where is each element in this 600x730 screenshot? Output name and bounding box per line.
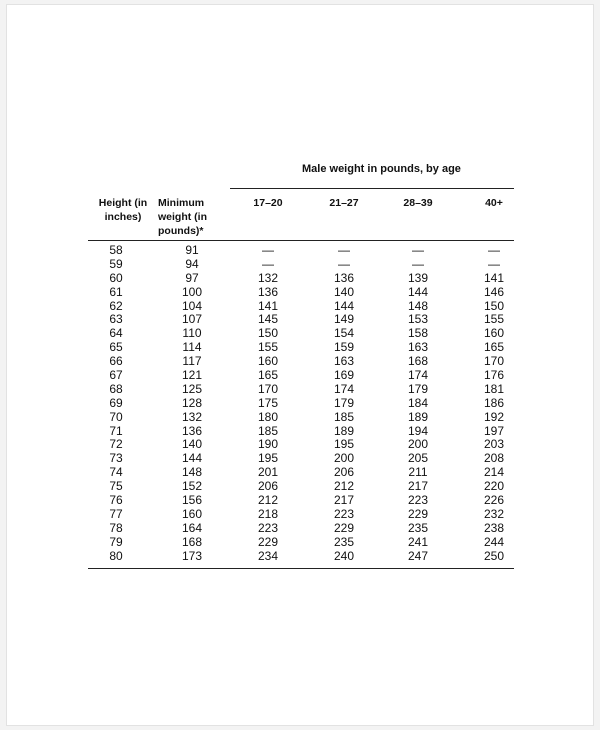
cell-age-17-20: 136 <box>257 284 279 299</box>
cell-age-28-39: 163 <box>407 340 429 355</box>
cell-minimum-weight: 104 <box>181 298 203 313</box>
cell-age-40-plus: — <box>488 243 500 257</box>
cell-age-17-20: 150 <box>257 326 279 341</box>
cell-minimum-weight: 144 <box>181 451 203 466</box>
cell-age-40-plus: 226 <box>483 493 505 508</box>
cell-age-28-39: 179 <box>407 381 429 396</box>
cell-height: 80 <box>109 548 123 563</box>
cell-minimum-weight: 121 <box>181 368 203 383</box>
cell-height: 63 <box>109 312 123 327</box>
cell-age-17-20: — <box>262 256 274 271</box>
cell-age-17-20: 160 <box>257 354 279 369</box>
cell-age-21-27: 159 <box>333 340 355 355</box>
cell-age-40-plus: 176 <box>483 368 505 383</box>
cell-minimum-weight: 107 <box>181 312 203 327</box>
cell-height: 67 <box>109 368 123 383</box>
cell-age-21-27: — <box>338 243 350 257</box>
header-age-40-plus: 40+ <box>485 197 503 209</box>
cell-age-17-20: 145 <box>257 312 279 327</box>
cell-minimum-weight: 132 <box>181 409 203 424</box>
cell-age-21-27: 185 <box>333 409 355 424</box>
cell-minimum-weight: 156 <box>181 493 203 508</box>
cell-age-21-27: 140 <box>333 284 355 299</box>
cell-age-40-plus: 165 <box>483 340 505 355</box>
cell-height: 58 <box>109 243 123 257</box>
cell-minimum-weight: 114 <box>182 340 202 355</box>
cell-age-17-20: 218 <box>257 506 279 521</box>
table-row <box>0 466 600 480</box>
cell-age-28-39: 223 <box>407 493 429 508</box>
cell-minimum-weight: 140 <box>181 437 203 452</box>
cell-height: 59 <box>109 256 123 271</box>
cell-minimum-weight: 148 <box>181 465 203 480</box>
table-row <box>0 411 600 425</box>
cell-age-17-20: 155 <box>257 340 279 355</box>
table-row <box>0 452 600 466</box>
cell-age-17-20: 185 <box>257 423 279 438</box>
cell-height: 71 <box>109 423 123 438</box>
cell-age-21-27: 217 <box>333 493 355 508</box>
cell-age-17-20: 201 <box>257 465 279 480</box>
table-row <box>0 397 600 411</box>
header-rule-top <box>230 188 514 189</box>
table-row <box>0 327 600 341</box>
cell-minimum-weight: 168 <box>181 534 203 549</box>
cell-age-17-20: 195 <box>257 451 279 466</box>
cell-height: 64 <box>109 326 123 341</box>
table-row <box>0 550 600 564</box>
cell-age-21-27: 195 <box>333 437 355 452</box>
cell-age-17-20: 190 <box>257 437 279 452</box>
cell-height: 73 <box>109 451 123 466</box>
table-row <box>0 244 600 258</box>
cell-age-40-plus: 146 <box>483 284 505 299</box>
cell-age-21-27: 206 <box>333 465 355 480</box>
cell-age-21-27: 189 <box>333 423 355 438</box>
cell-age-21-27: — <box>338 256 350 271</box>
cell-age-40-plus: 244 <box>483 534 505 549</box>
cell-height: 74 <box>109 465 123 480</box>
cell-height: 76 <box>109 493 123 508</box>
cell-age-40-plus: — <box>488 256 500 271</box>
cell-minimum-weight: 117 <box>182 354 202 369</box>
cell-height: 79 <box>109 534 123 549</box>
header-minimum-weight: Minimum weight (in pounds)* <box>158 197 207 237</box>
cell-age-28-39: 235 <box>407 520 429 535</box>
cell-age-21-27: 179 <box>333 395 355 410</box>
cell-height: 72 <box>109 437 123 452</box>
cell-age-17-20: 234 <box>257 548 279 563</box>
cell-age-17-20: 170 <box>257 381 279 396</box>
cell-age-21-27: 169 <box>333 368 355 383</box>
cell-age-40-plus: 238 <box>483 520 505 535</box>
cell-age-21-27: 223 <box>333 506 355 521</box>
table-row <box>0 438 600 452</box>
header-age-21-27: 21–27 <box>329 197 359 209</box>
cell-age-28-39: 148 <box>407 298 429 313</box>
cell-age-40-plus: 160 <box>483 326 505 341</box>
table-row <box>0 286 600 300</box>
cell-age-40-plus: 155 <box>483 312 505 327</box>
cell-age-40-plus: 197 <box>483 423 505 438</box>
table-row <box>0 272 600 286</box>
header-age-28-39: 28–39 <box>403 197 433 209</box>
header-age-17-20: 17–20 <box>253 197 283 209</box>
cell-minimum-weight: 91 <box>185 243 199 257</box>
cell-age-40-plus: 250 <box>483 548 505 563</box>
table-row <box>0 383 600 397</box>
cell-age-28-39: 174 <box>407 368 429 383</box>
cell-age-21-27: 149 <box>333 312 355 327</box>
table-row <box>0 480 600 494</box>
table-row <box>0 355 600 369</box>
table-row <box>0 494 600 508</box>
cell-age-28-39: — <box>412 256 424 271</box>
cell-age-28-39: — <box>412 243 424 257</box>
cell-age-28-39: 205 <box>407 451 429 466</box>
cell-age-40-plus: 186 <box>483 395 505 410</box>
cell-age-21-27: 212 <box>333 479 355 494</box>
cell-height: 70 <box>109 409 123 424</box>
cell-age-21-27: 229 <box>333 520 355 535</box>
cell-age-28-39: 241 <box>407 534 429 549</box>
cell-minimum-weight: 94 <box>185 256 199 271</box>
table-row <box>0 522 600 536</box>
cell-minimum-weight: 110 <box>182 326 202 341</box>
table-row <box>0 258 600 272</box>
cell-age-28-39: 168 <box>407 354 429 369</box>
cell-age-21-27: 235 <box>333 534 355 549</box>
cell-age-40-plus: 208 <box>483 451 505 466</box>
cell-minimum-weight: 136 <box>181 423 203 438</box>
cell-age-17-20: 165 <box>257 368 279 383</box>
header-rule-bottom <box>88 240 514 241</box>
cell-age-17-20: 175 <box>257 395 279 410</box>
cell-age-40-plus: 203 <box>483 437 505 452</box>
table-row <box>0 536 600 550</box>
cell-age-40-plus: 214 <box>483 465 505 480</box>
cell-height: 65 <box>109 340 123 355</box>
table-row <box>0 341 600 355</box>
cell-height: 69 <box>109 395 123 410</box>
cell-age-28-39: 229 <box>407 506 429 521</box>
cell-age-17-20: 206 <box>257 479 279 494</box>
cell-age-28-39: 144 <box>407 284 429 299</box>
cell-age-21-27: 200 <box>333 451 355 466</box>
cell-age-21-27: 240 <box>333 548 355 563</box>
cell-minimum-weight: 128 <box>181 395 203 410</box>
table-row <box>0 369 600 383</box>
table-body <box>0 244 600 563</box>
table-row <box>0 300 600 314</box>
cell-minimum-weight: 164 <box>181 520 203 535</box>
cell-age-40-plus: 141 <box>483 270 505 285</box>
table-row <box>0 313 600 327</box>
cell-age-28-39: 189 <box>407 409 429 424</box>
cell-height: 77 <box>109 506 123 521</box>
cell-age-40-plus: 150 <box>483 298 505 313</box>
cell-height: 62 <box>109 298 123 313</box>
cell-age-21-27: 144 <box>333 298 355 313</box>
cell-age-28-39: 153 <box>407 312 429 327</box>
cell-age-28-39: 217 <box>407 479 429 494</box>
table-row <box>0 508 600 522</box>
cell-minimum-weight: 125 <box>181 381 203 396</box>
cell-minimum-weight: 100 <box>181 284 203 299</box>
header-height: Height (in inches) <box>98 197 148 223</box>
cell-height: 78 <box>109 520 123 535</box>
cell-age-17-20: 223 <box>257 520 279 535</box>
age-group-title: Male weight in pounds, by age <box>302 163 461 175</box>
cell-minimum-weight: 97 <box>185 270 199 285</box>
cell-height: 66 <box>109 354 123 369</box>
cell-height: 75 <box>109 479 123 494</box>
cell-age-21-27: 154 <box>333 326 355 341</box>
cell-age-28-39: 139 <box>407 270 429 285</box>
cell-age-17-20: 180 <box>257 409 279 424</box>
cell-age-28-39: 211 <box>408 465 428 480</box>
cell-height: 61 <box>109 284 123 299</box>
cell-age-28-39: 184 <box>407 395 429 410</box>
cell-height: 60 <box>109 270 123 285</box>
cell-minimum-weight: 152 <box>181 479 203 494</box>
cell-age-21-27: 174 <box>333 381 355 396</box>
cell-age-21-27: 136 <box>333 270 355 285</box>
cell-age-21-27: 163 <box>333 354 355 369</box>
cell-age-40-plus: 220 <box>483 479 505 494</box>
cell-age-28-39: 194 <box>407 423 429 438</box>
cell-age-28-39: 247 <box>407 548 429 563</box>
cell-age-17-20: 132 <box>257 270 279 285</box>
cell-age-28-39: 200 <box>407 437 429 452</box>
cell-age-40-plus: 181 <box>483 381 505 396</box>
cell-age-17-20: 141 <box>257 298 279 313</box>
cell-age-40-plus: 192 <box>483 409 505 424</box>
cell-age-17-20: — <box>262 243 274 257</box>
cell-minimum-weight: 160 <box>181 506 203 521</box>
table-row <box>0 425 600 439</box>
cell-age-28-39: 158 <box>407 326 429 341</box>
cell-minimum-weight: 173 <box>181 548 203 563</box>
cell-age-40-plus: 232 <box>483 506 505 521</box>
cell-age-17-20: 212 <box>257 493 279 508</box>
table-rule-bottom <box>88 568 514 569</box>
cell-height: 68 <box>109 381 123 396</box>
cell-age-17-20: 229 <box>257 534 279 549</box>
cell-age-40-plus: 170 <box>483 354 505 369</box>
